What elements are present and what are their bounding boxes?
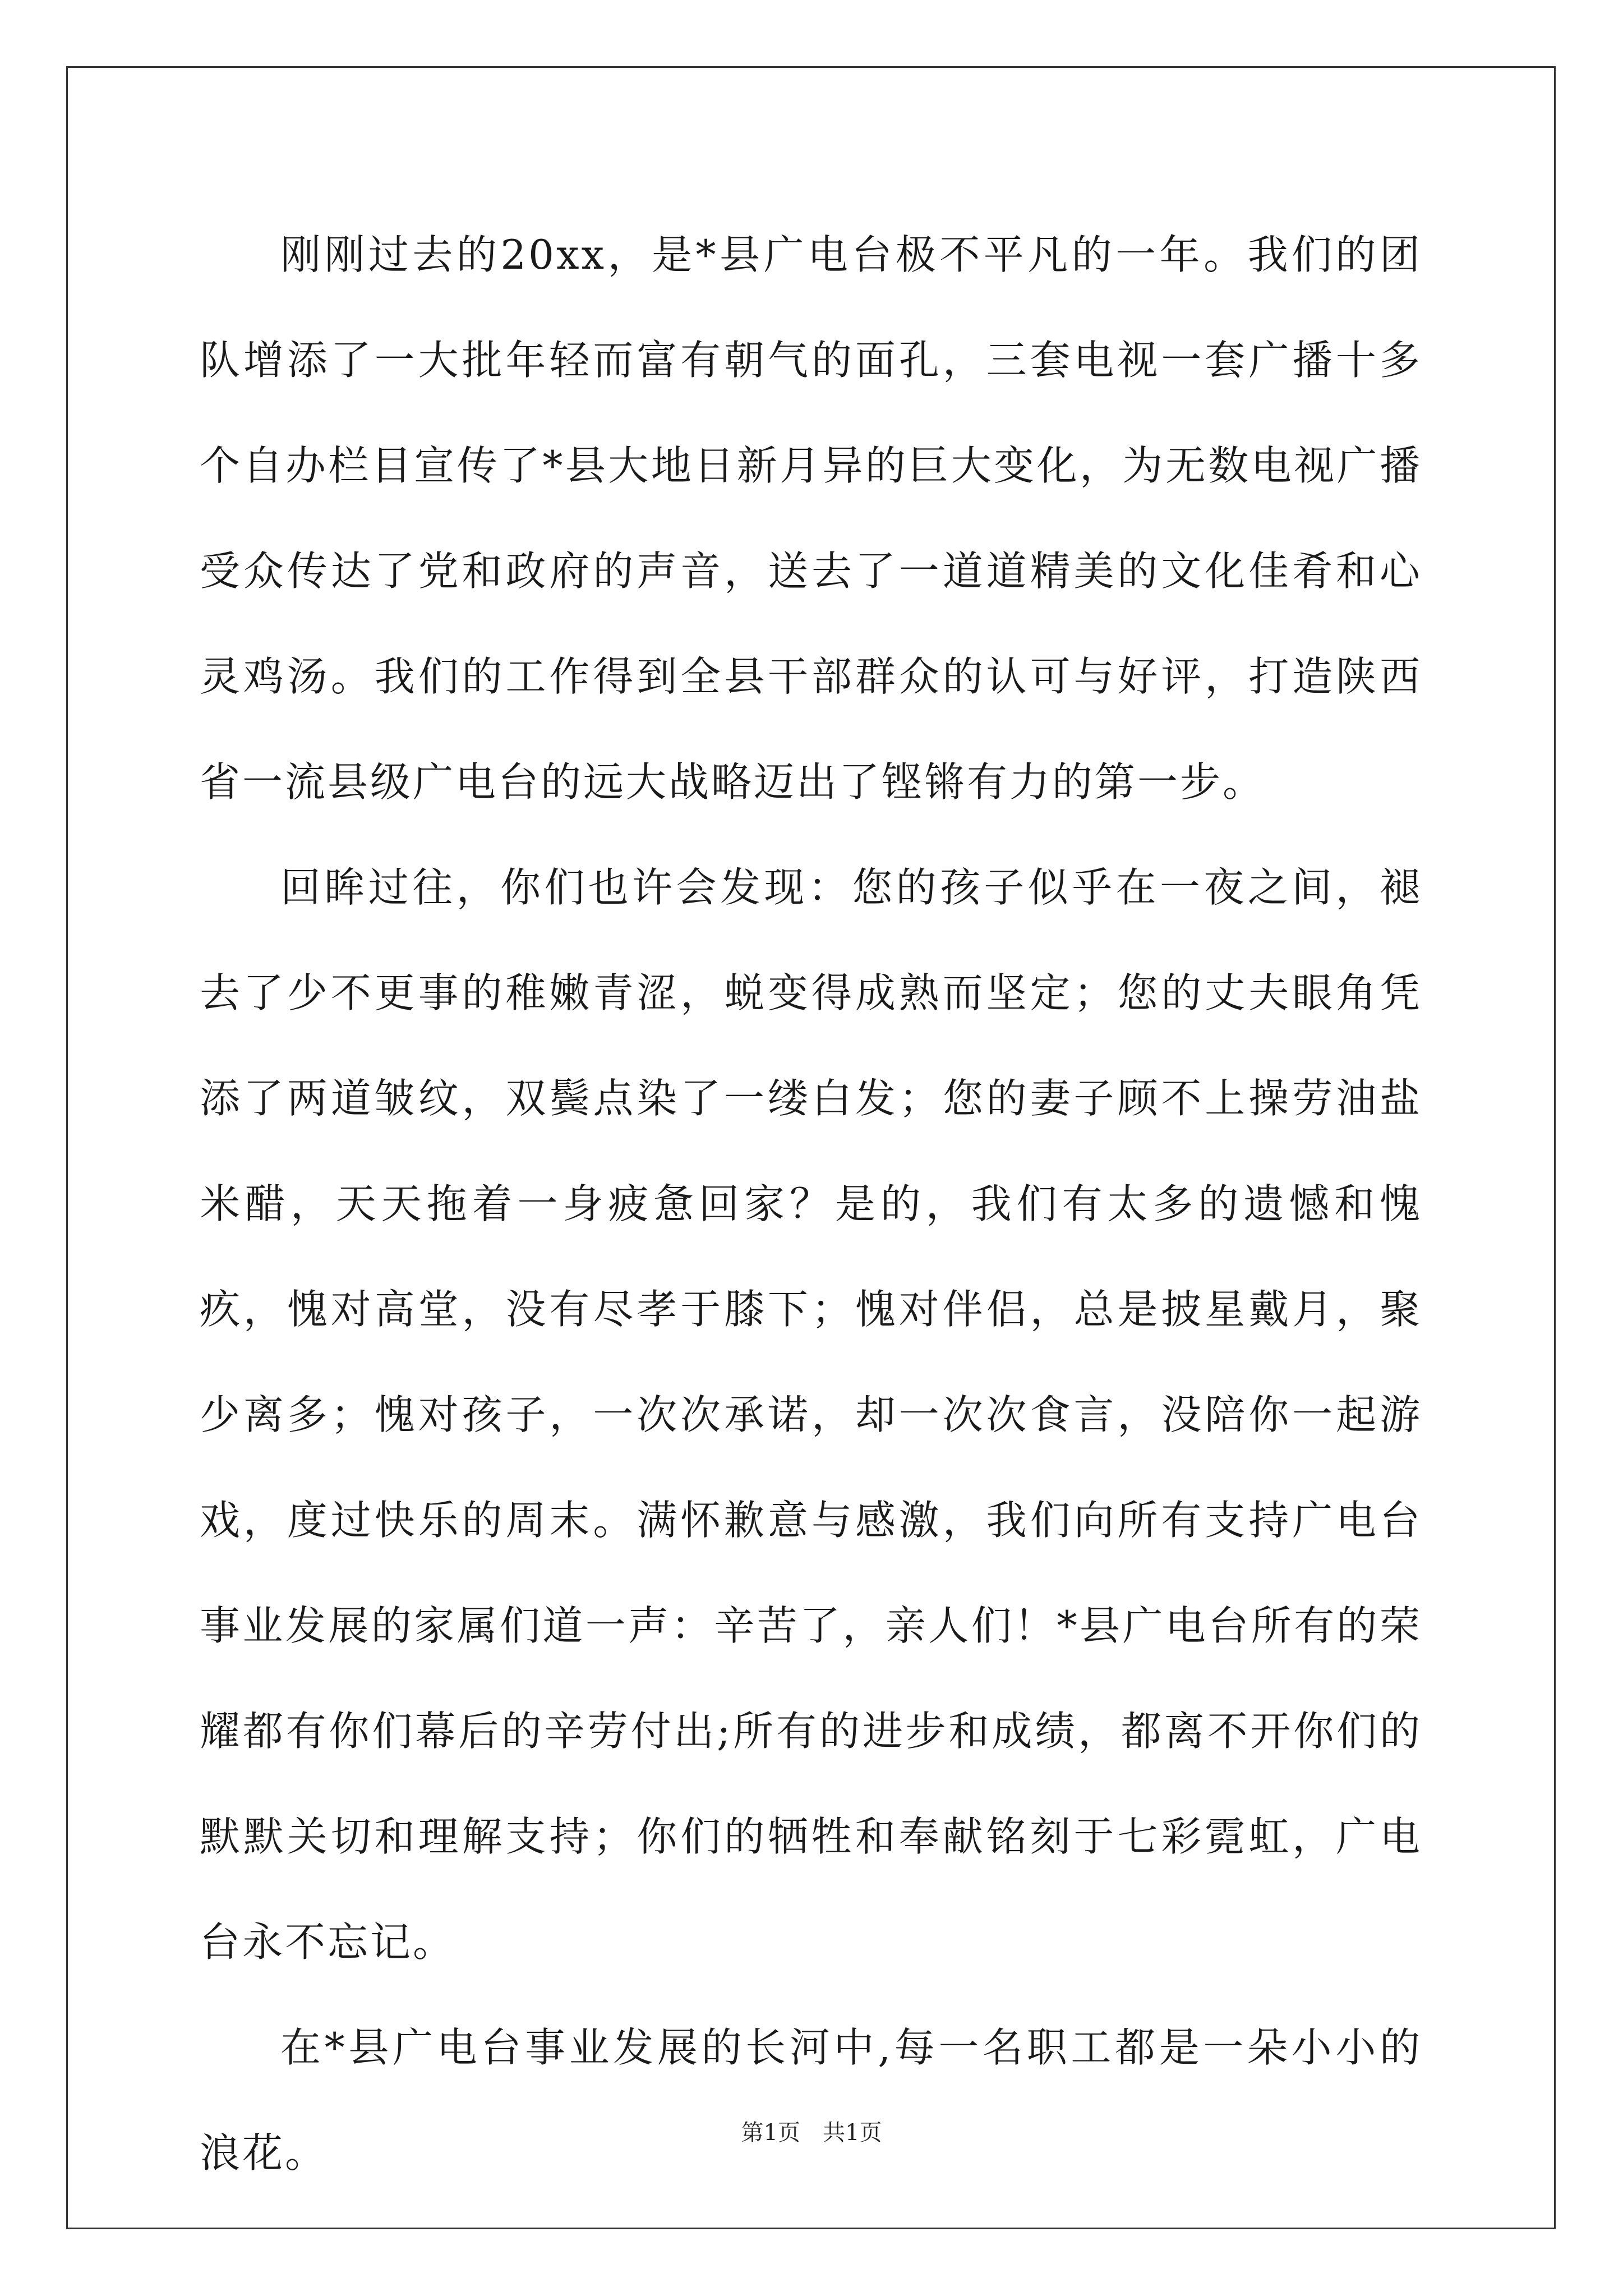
paragraph-2: 回眸过往，你们也许会发现：您的孩子似乎在一夜之间，褪去了少不更事的稚嫩青涩，蜕变得成熟而坚定；您的丈夫眼角凭添了两道皱纹，双鬓点染了一缕白发；您的妻子顾不上操劳油盐米醋，天天拖着一身疲惫回家？是的，我们有太多的遗憾和愧疚，愧对高堂，没有尽孝于膝下；愧对伴侣，总是披星戴月，聚少离多；愧对孩子，一次次承诺，却一次次食言，没陪你一起游戏，度过快乐的周末。满怀歉意与感激，我们向所有支持广电台事业发展的家属们道一声：辛苦了，亲人们！*县广电台所有的荣耀都有你们幕后的辛劳付出;所有的进步和成绩，都离不开你们的默默关切和理解支持；你们的牺牲和奉献铭刻于七彩霓虹，广电台永不忘记。 — [200, 864, 1422, 1966]
document-body — [200, 202, 1422, 2206]
page-footer — [0, 2115, 1623, 2147]
paragraph-1: 刚刚过去的20xx，是*县广电台极不平凡的一年。我们的团队增添了一大批年轻而富有朝气的面孔，三套电视一套广播十多个自办栏目宣传了*县大地日新月异的巨大变化，为无数电视广播受众传达了党和政府的声音，送去了一道道精美的文化佳肴和心灵鸡汤。我们的工作得到全县干部群众的认可与好评，打造陕西省一流县级广电台的远大战略迈出了铿锵有力的第一步。 — [200, 231, 1422, 806]
page-total: 共1页 — [823, 2120, 882, 2146]
page-current: 第1页 — [741, 2120, 800, 2146]
paragraph-3: 在*县广电台事业发展的长河中,每一名职工都是一朵小小的浪花。 — [200, 2024, 1422, 2177]
